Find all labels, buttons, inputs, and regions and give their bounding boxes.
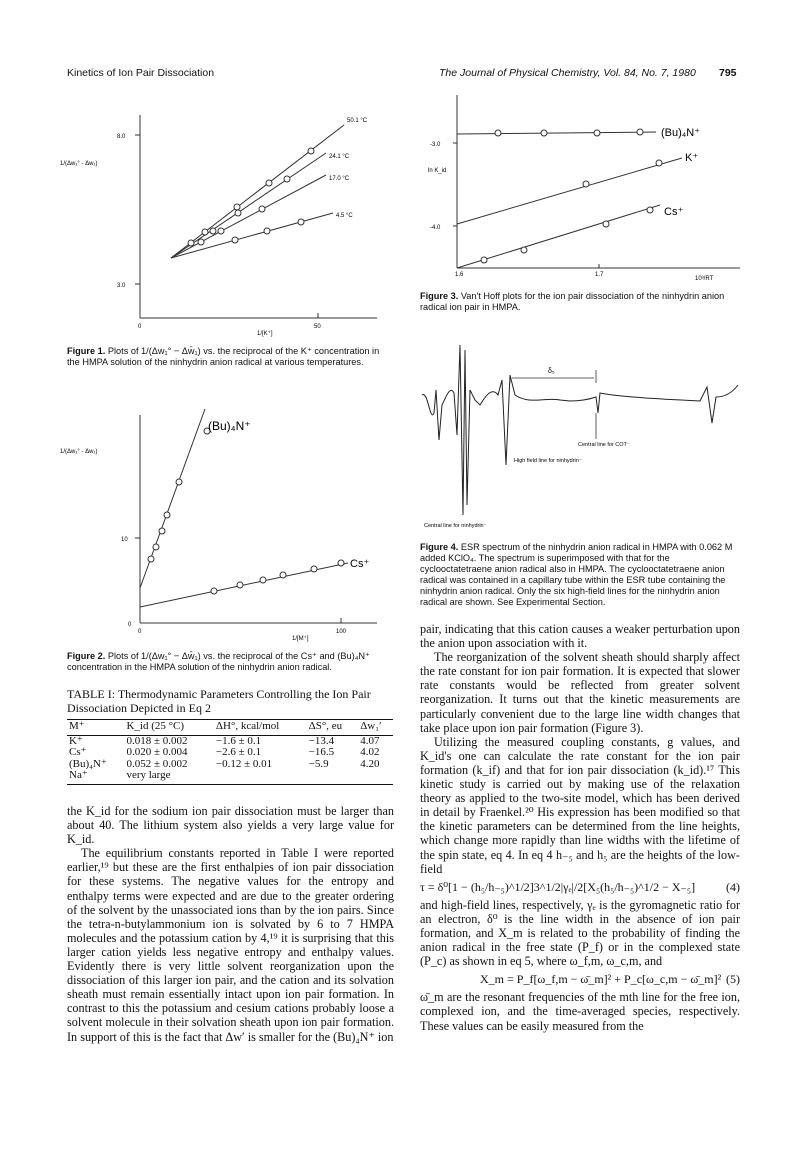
fig3-caption-text: Van't Hoff plots for the ion pair dissociation of the ninhydrin anion radical ion pair in HMPA. [420, 291, 725, 312]
figure-2 [55, 395, 385, 645]
equation-4 [420, 880, 740, 894]
fig3-xtick-left: 1.6 [455, 272, 464, 278]
table-cell: −5.9 [308, 757, 329, 770]
fig2-point [237, 582, 243, 588]
table-cell: 0.020 ± 0.004 [126, 746, 188, 758]
fig3-line-k [457, 158, 682, 224]
fig1-point [235, 210, 241, 216]
fig1-point [284, 176, 290, 182]
fig2-caption-text: Plots of 1/(Δw₁° − Δw̄₁) vs. the reciprocal of the Cs⁺ and (Bu)₄N⁺ concentration in the HMPA solution of the ninhydrin anion radical. [67, 651, 370, 672]
fig3-point [647, 207, 653, 213]
paragraph: pair, indicating that this cation causes a weaker perturbation upon the anion upon association with it. [420, 622, 740, 651]
table-1 [67, 719, 393, 785]
fig2-point [153, 544, 159, 550]
table-cell [358, 770, 393, 784]
table-cell [307, 770, 359, 784]
paragraph: and high-field lines, respectively, γₑ is the gyromagnetic ratio for an electron, δ⁰ is the line width in the absence of ion pair formation, and X_m is related to the probability of finding the anion radical in the free state (P_f) or in the complexed state (P_c) as shown in eq 5, where ω_f,m, ω_c,m, and [420, 897, 740, 969]
figure-2-caption [67, 651, 385, 673]
fig1-line-50 [171, 125, 344, 258]
figure-3-caption [420, 291, 740, 313]
fig2-point [211, 588, 217, 594]
fig2-ytick-zero: 0 [128, 622, 132, 628]
table-cell: Cs⁺ [69, 746, 87, 758]
fig3-caption-label: Figure 3. [420, 291, 459, 301]
fig3-point [594, 130, 600, 136]
right-column-text [420, 622, 740, 1033]
paragraph: The equilibrium constants reported in Table I were reported earlier,¹⁹ but these are the first enthalpies of ion pair dissociation for these systems. The negative values for the entropy and enthalpy terms were expected and are due to the greater ordering of the solvent by the unassociated ions than by the ion pairs. Since the tetra-n-butylammonium ion is solvated by 6 to 7 HMPA molecules and the potassium cation by 4,¹⁹ it is surprising that this larger cation yields less negative entropy and enthalpy values. Evidently there is very little solvent reorganization upon the dissociation of this larger ion pair, and the cation and its solvation sheath must remain essentially intact upon ion pair formation. In contrast to this the potassium and cesium cations probably loose a solvent molecule in their solvation sheath upon ion pair formation. In support of this is the fact that Δw′ is smaller for the (Bu)₄N⁺ ion [67, 846, 394, 1044]
fig3-ylabel: ln K_id [428, 168, 447, 174]
fig1-xtick-right: 50 [314, 324, 321, 330]
fig1-label-4: 4.5 °C [336, 213, 353, 219]
paragraph: the K_id for the sodium ion pair dissociation must be larger than about 40. The lithium system also yields a very large value for K_id. [67, 804, 394, 847]
fig3-label-cs: Cs⁺ [664, 206, 684, 218]
equation-4-number: (4) [726, 879, 740, 894]
fig1-ytick-low: 3.0 [117, 283, 126, 289]
left-column-text [67, 804, 394, 1044]
fig2-point [311, 566, 317, 572]
table-cell [214, 770, 307, 784]
fig2-point [148, 556, 154, 562]
table-cell: −13.4 [308, 734, 335, 747]
paragraph: ω̄_m are the resonant frequencies of the mth line for the free ion, complexed ion, and the time-averaged species, respectively. These values can be easily measured from the [420, 990, 740, 1033]
equation-5 [480, 972, 740, 986]
fig1-point [218, 228, 224, 234]
table-cell: 0.018 ± 0.002 [126, 734, 188, 747]
fig4-caption-label: Figure 4. [420, 542, 459, 552]
fig2-point [260, 577, 266, 583]
fig1-point [264, 228, 270, 234]
fig2-xtick-left: 0 [138, 629, 142, 635]
figure-1-caption [67, 346, 385, 368]
fig2-point [159, 528, 165, 534]
fig3-line-cs [457, 205, 660, 268]
fig3-point [521, 247, 527, 253]
fig3-xlabel: 10³/RT [695, 276, 714, 282]
fig3-label-bu: (Bu)₄N⁺ [661, 127, 701, 139]
fig3-point [481, 257, 487, 263]
table-cell: −16.5 [308, 746, 335, 758]
table-header: ΔS°, eu [307, 720, 359, 736]
fig2-xtick-right: 100 [336, 629, 347, 635]
table-cell: K⁺ [69, 734, 83, 747]
table-header: ΔH°, kcal/mol [214, 720, 307, 736]
fig1-ytick-high: 8.0 [117, 134, 126, 140]
fig1-point [266, 180, 272, 186]
paragraph: The reorganization of the solvent sheath should sharply affect the rate constant for ion pair formation. It is expected that slower rate constants would be reflected from greater solvent reorganization. It turns out that the kinetic measurements are particularly convenient due to the large line width changes that take place upon ion pair formation (Figure 3). [420, 650, 740, 735]
table-cell: −1.6 ± 0.1 [215, 734, 262, 747]
fig1-point [198, 239, 204, 245]
fig1-line-4 [171, 213, 333, 258]
table-cell: 4.07 [360, 734, 380, 747]
fig3-point [541, 130, 547, 136]
fig2-label-cs: Cs⁺ [350, 558, 370, 570]
fig2-xlabel: 1/[M⁺] [292, 636, 309, 642]
table-cell: (Bu)₄N⁺ [69, 757, 107, 770]
table-row [67, 759, 393, 771]
journal-name: The Journal of Physical Chemistry, Vol. 84, No. 7, 1980 [439, 67, 696, 79]
equation-5-body: X_m = P_f[ω_f,m − ω̄_m]² + P_c[ω_c,m − ω̄_m]² [480, 972, 722, 987]
fig1-point [298, 219, 304, 225]
fig1-point [232, 237, 238, 243]
fig3-point [603, 221, 609, 227]
fig2-point [164, 512, 170, 518]
fig2-point [338, 560, 344, 566]
esr-spectrum-trace [422, 345, 738, 515]
fig1-point [308, 148, 314, 154]
table-row [67, 747, 393, 759]
table-cell: 0.052 ± 0.002 [126, 757, 188, 770]
fig4-central-cot: Central line for COT⁻ [578, 442, 630, 448]
fig1-xlabel: 1/[K⁺] [257, 331, 273, 337]
fig2-ylabel: 1/(Δw₁° - Δw₁) [60, 449, 98, 455]
fig2-caption-label: Figure 2. [67, 651, 106, 661]
fig3-ytick-bottom: -4.0 [430, 225, 441, 231]
table-cell: Na⁺ [67, 770, 124, 784]
fig3-ytick-top: -3.0 [430, 142, 441, 148]
table-cell: 4.02 [360, 746, 380, 758]
fig1-label-17: 17.0 °C [329, 176, 350, 182]
equation-4-body: τ = δ⁰[1 − (h₅/h₋₅)^1/2]3^1/2|γₑ|/2[X₅(h₅/h₋₅)^1/2 − X₋₅] [420, 879, 696, 894]
running-header-left: Kinetics of Ion Pair Dissociation [67, 67, 215, 79]
fig4-high-field: High field line for ninhydrin⁻ [514, 458, 582, 464]
fig1-line-17 [171, 175, 326, 258]
figure-1 [55, 95, 385, 340]
figure-4-caption [420, 542, 740, 608]
fig1-label-50: 50.1 °C [347, 118, 368, 124]
fig1-point [234, 204, 240, 210]
fig1-caption-text: Plots of 1/(Δw₁° − Δw̄₁) vs. the reciprocal of the K⁺ concentration in the HMPA solution of the ninhydrin anion radical at various temperatures. [67, 346, 380, 367]
fig3-point [583, 181, 589, 187]
fig1-xtick-left: 0 [138, 324, 142, 330]
fig3-xtick-right: 1.7 [595, 272, 604, 278]
table-header: K_id (25 °C) [124, 720, 213, 736]
fig1-ylabel: 1/(Δw₁° - Δw₁) [60, 161, 98, 167]
figure-4 [420, 335, 745, 535]
fig3-point [637, 129, 643, 135]
fig3-point [495, 130, 501, 136]
table-cell: 4.20 [360, 757, 380, 770]
fig1-point [259, 206, 265, 212]
table-cell: −2.6 ± 0.1 [215, 746, 262, 758]
fig1-label-24: 24.1 °C [329, 154, 350, 160]
fig3-point [656, 160, 662, 166]
paragraph: Utilizing the measured coupling constants, g values, and K_id's one can calculate the rate constant for the ion pair formation (k_if) and that for ion pair dissociation (k_id).¹⁷ This kinetic study is carried out by making use of the relaxation theory as applied to the two-site model, which has been derived in detail by Fraenkel.²⁰ His expression has been modified so that the kinetic parameters can be determined from the line heights, which change more rapidly than line widths with the lifetime of the spin state, eq 4. In eq 4 h₋₅ and h₅ are the heights of the low-field [420, 734, 740, 876]
figure-3 [420, 90, 745, 285]
fig4-central-nin: Central line for ninhydrin⁻ [424, 523, 487, 529]
fig3-label-k: K⁺ [685, 152, 699, 164]
fig4-delta-label: δ₅ [548, 368, 555, 375]
fig2-point [176, 479, 182, 485]
page-number: 795 [719, 67, 737, 79]
table-header: M⁺ [67, 720, 124, 736]
table-row [67, 770, 393, 784]
fig2-label-bu: (Bu)₄N⁺ [208, 419, 251, 433]
fig1-point [188, 240, 194, 246]
fig1-point [202, 229, 208, 235]
equation-5-number: (5) [726, 972, 740, 987]
fig2-ytick-mid: 10 [121, 537, 128, 543]
fig4-caption-text: ESR spectrum of the ninhydrin anion radical in HMPA with 0.062 M added KClO₄. The spectrum is superimposed with that for the cyclooctatetraene anion radical also in HMPA. The cyclooctatetraene anion radical was contained in a capillary tube within the ESR tube containing the ninhydrin anion radical. Only the six high-field lines for the ninhydrin anion radical are shown. See Experimental Section. [420, 542, 733, 607]
table-cell: very large [124, 770, 213, 784]
fig3-line-bu [457, 132, 656, 134]
table-1-title: TABLE I: Thermodynamic Parameters Controlling the Ion Pair Dissociation Depicted in Eq 2 [67, 687, 371, 715]
table-header: Δw₁′ [358, 720, 393, 736]
fig1-caption-label: Figure 1. [67, 346, 106, 356]
fig1-point [210, 228, 216, 234]
table-cell: −0.12 ± 0.01 [215, 757, 273, 770]
fig2-point [280, 572, 286, 578]
